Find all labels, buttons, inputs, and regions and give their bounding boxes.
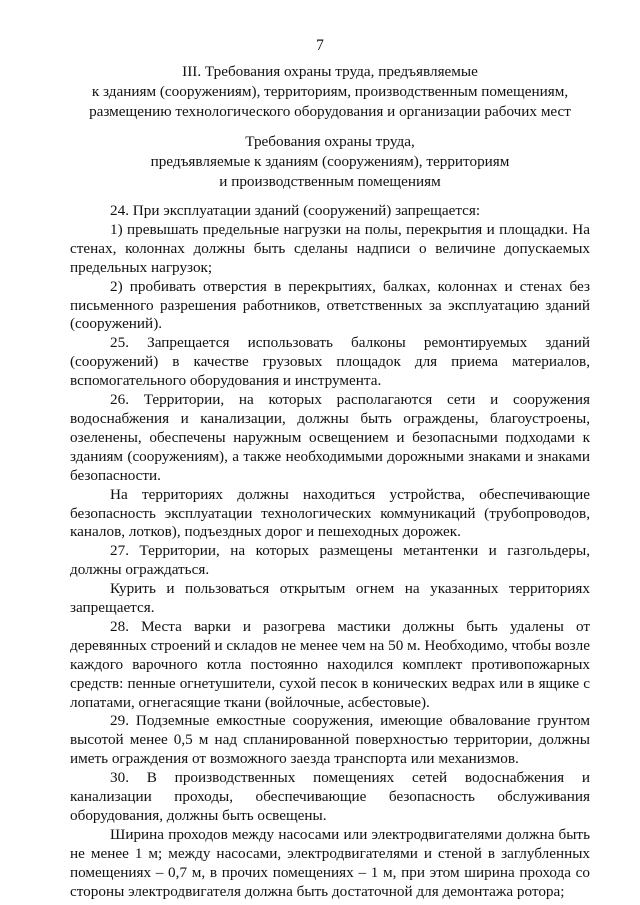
paragraph-30: 30. В производственных помещениях сетей водоснабжения и канализации проходы, обеспечивающие безопасность обслуживания оборудования, должны быть освещены. (70, 769, 590, 824)
page-number: 7 (316, 37, 324, 54)
paragraph-26: 26. Территории, на которых располагаются сети и сооружения водоснабжения и канализации, должны быть ограждены, благоустроены, озеленены, обеспечены наружным освещением и безопасными подходами к зданиям (сооружениям), а также необходимыми дорожными знаками и знаками безопасности. (70, 391, 590, 484)
subsection-heading (70, 132, 590, 192)
paragraph-27: 27. Территории, на которых размещены метантенки и газгольдеры, должны ограждаться. (70, 542, 590, 579)
paragraph-24-intro: 24. При эксплуатации зданий (сооружений) запрещается: (110, 202, 481, 219)
paragraph-24-item-2: 2) пробивать отверстия в перекрытиях, балках, колоннах и стенах без письменного разрешения работников, ответственных за эксплуатацию зданий (сооружений). (70, 277, 590, 333)
paragraph-26-continued: На территориях должны находиться устройства, обеспечивающие безопасность эксплуатации технологических коммуникаций (трубопроводов, каналов, лотков), подъездных дорог и пешеходных дорожек. (70, 485, 590, 541)
paragraph-29: 29. Подземные емкостные сооружения, имеющие обвалование грунтом высотой менее 0,5 м над спланированной поверхностью территории, должны иметь ограждения от возможного заезда транспорта или механизмов. (70, 712, 590, 768)
paragraph-27-continued: Курить и пользоваться открытым огнем на указанных территориях запрещается. (70, 580, 590, 617)
paragraph-24-item-1: 1) превышать предельные нагрузки на полы, перекрытия и площадки. На стенах, колоннах должны быть сделаны надписи о величине допускаемых предельных нагрузок; (70, 220, 590, 276)
subsection-heading-line: и производственным помещениям (219, 173, 441, 190)
subsection-heading-line: Требования охраны труда, (245, 133, 415, 150)
paragraph-30-continued: Ширина проходов между насосами или электродвигателями должна быть не менее 1 м; между насосами, электродвигателями и стеной в заглубленных помещениях – 0,7 м, в прочих помещениях – 1 м, при этом ширина прохода со стороны электродвигателя должна быть достаточной для демонтажа ротора; (70, 825, 590, 900)
document-body (70, 202, 590, 902)
section-heading (70, 62, 590, 122)
section-heading-line: размещению технологического оборудования и организации рабочих мест (89, 103, 571, 120)
subsection-heading-line: предъявляемые к зданиям (сооружениям), территориям (150, 153, 510, 170)
section-heading-line: к зданиям (сооружениям), территориям, производственным помещениям, (91, 83, 569, 100)
paragraph-28: 28. Места варки и разогрева мастики должны быть удалены от деревянных строений и складов не менее чем на 50 м. Необходимо, чтобы возле каждого варочного котла постоянно находился комплект противопожарных средств: пенные огнетушители, сухой песок в конических ведрах или в ящике с лопатами, огнегасящие ткани (войлочные, асбестовые). (70, 617, 590, 711)
paragraph-25: 25. Запрещается использовать балконы ремонтируемых зданий (сооружений) в качестве грузовых площадок для приема материалов, вспомогательного оборудования и инструмента. (70, 334, 590, 390)
section-heading-line: III. Требования охраны труда, предъявляемые (182, 63, 478, 80)
